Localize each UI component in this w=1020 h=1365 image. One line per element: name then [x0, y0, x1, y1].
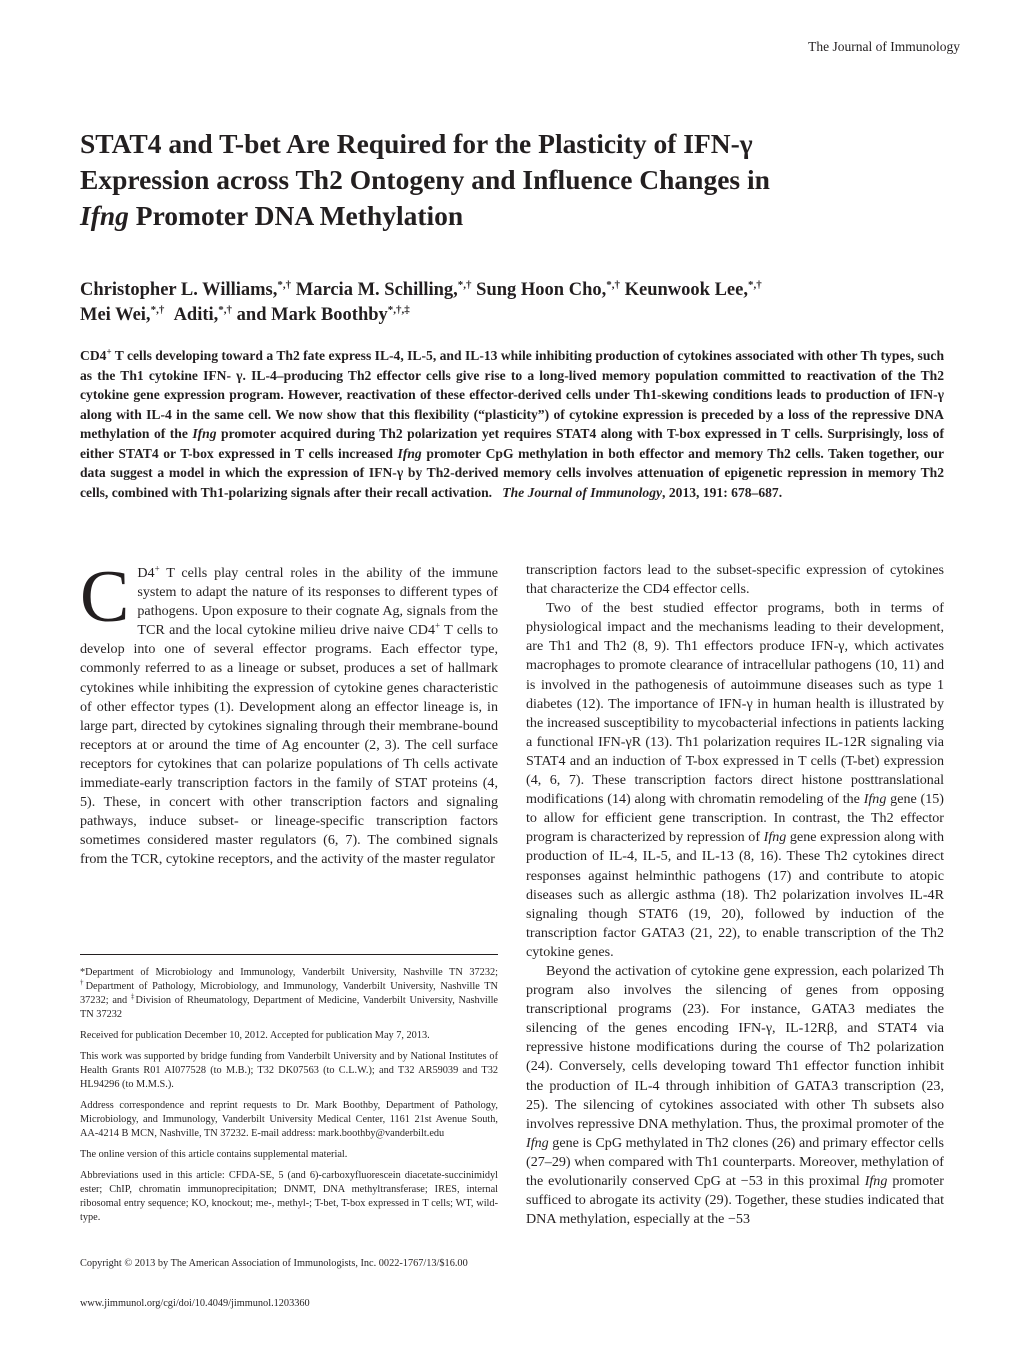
body-paragraph [526, 962, 944, 1229]
author-affiliation-mark: *,† [457, 278, 472, 291]
author-affiliation-mark: *,† [150, 303, 165, 316]
abstract-superscript: + [106, 346, 112, 357]
gene-name: Ifng [864, 1173, 888, 1189]
gene-name: Ifng [763, 829, 787, 846]
author-list [80, 278, 960, 328]
body-text: gene (15) to allow for efficient gene transcription. In contrast, the Th2 effector program is characterized by repression of [526, 791, 944, 846]
copyright-notice: Copyright © 2013 by The American Association of Immunologists, Inc. 0022-1767/13/$16.00 [80, 1258, 468, 1269]
body-paragraph: transcription factors lead to the subset-specific expression of cytokines that characterize the CD4 effector cells. [526, 562, 944, 598]
footnotes [80, 966, 498, 1232]
citation-details: , 2013, 191: 678–687. [662, 484, 783, 500]
title-line-3 [80, 198, 960, 234]
body-paragraph [526, 599, 944, 962]
abstract-text: promoter acquired during Th2 polarization yet requires STAT4 along with T-box expressed in T cells. Surprisingly, loss of either STAT4 or T-box expressed in T cells increased [80, 426, 944, 461]
body-superscript: + [154, 563, 160, 574]
abstract-gene-name: Ifng [192, 426, 217, 441]
abstract-text: CD4 [80, 348, 107, 363]
title-line-3-rest: Promoter DNA Methylation [128, 200, 464, 231]
title-line-1: STAT4 and T-bet Are Required for the Plasticity of IFN-γ [80, 128, 753, 159]
body-text: promoter sufficed to abrogate its activity (29). Together, these studies indicated that DNA methylation, especially at the −53 [526, 1173, 944, 1228]
footnote-correspondence: Address correspondence and reprint requests to Dr. Mark Boothby, Department of Pathology, Microbiology, and Immunology, Vanderbilt University Medical Center, 1161 21st Avenue South, AA-4214 B MCN, Nashville, TN 37232. E-mail address: mark.boothby@vanderbilt.edu [80, 1100, 498, 1139]
footnote-mark: † [80, 978, 86, 987]
title-line-2: Expression across Th2 Ontogeny and Influence Changes in [80, 164, 770, 195]
body-text: D4 [137, 565, 155, 581]
author-affiliation-mark: *,† [277, 278, 292, 291]
body-text: gene expression along with production of IL-4, IL-5, and IL-13 (8, 16). These Th2 cytokines direct responses against helminthic pathogens (17) and contribute to atopic diseases such as allergic asthma (18). Th2 polarization involves IL-4R signaling though STAT6 (19, 20), followed by induction of the transcription factor GATA3 (21, 22), to enable transcription of the Th2 cytokine genes. [526, 829, 944, 960]
doi-link[interactable]: www.jimmunol.org/cgi/doi/10.4049/jimmunol.1203360 [80, 1298, 310, 1309]
author-name: and Mark Boothby [236, 305, 388, 325]
body-text: Beyond the activation of cytokine gene expression, each polarized Th program also involves the silencing of genes from opposing transcriptional programs (23). For instance, GATA3 mediates the silencing of the genes encoding IFN-γ, IL-12Rβ, and STAT4 via repressive histone modifications during the course of Th2 polarization (24). Conversely, cells developing toward Th1 effector function inhibit the production of IL-4 through inhibition of GATA3 transcription (23, 25). The silencing of cytokines associated with other Th subsets also involves repressive DNA methylation. Thus, the proximal promoter of the [526, 962, 944, 1132]
author-name: Sung Hoon Cho, [476, 280, 607, 300]
author-name: Christopher L. Williams, [80, 280, 278, 300]
body-superscript: + [435, 620, 441, 631]
body-text: gene is CpG methylated in Th2 clones (26) and primary effector cells (27–29) when compared with Th1 counterparts. Moreover, methylation of the evolutionarily conserved CpG at −53 in this proximal [526, 1134, 944, 1189]
body-column-right [526, 561, 944, 1229]
author-name: Aditi, [173, 305, 219, 325]
author-affiliation-mark: *,† [747, 278, 762, 291]
footnote-supplemental: The online version of this article contains supplemental material. [80, 1149, 348, 1160]
footnote-text: Department of Pathology, Microbiology, and Immunology, Vanderbilt University, Nashville TN 37232; and [80, 981, 498, 1006]
author-name: Marcia M. Schilling, [295, 280, 458, 300]
footnote-text: *Department of Microbiology and Immunology, Vanderbilt University, Nashville TN 37232; [80, 967, 498, 978]
author-affiliation-mark: *,†,‡ [387, 303, 410, 316]
citation-journal: The Journal of Immunology [502, 484, 663, 500]
article-title [80, 126, 960, 234]
body-text: Two of the best studied effector programs, both in terms of physiological impact and the mechanisms leading to their development, are Th1 and Th2 (8, 9). Th1 effectors produce IFN-γ, which activates macrophages to promote clearance of intracellular pathogens (10, 11) and is involved in the pathogenesis of autoimmune diseases such as type 1 diabetes (12). The importance of IFN-γ in human health is illustrated by the increased susceptibility to mycobacterial infections in patients lacking a functional IFN-γR (13). Th1 polarization requires IL-12R signaling via STAT4 and an induction of T-box expressed in T cells (T-bet) expression (4, 6, 7). These transcription factors direct histone posttranslational modifications (14) along with chromatin remodeling of the [526, 600, 944, 808]
author-name: Mei Wei, [80, 305, 151, 325]
title-gene-name: Ifng [80, 200, 129, 231]
footnote-funding: This work was supported by bridge funding from Vanderbilt University and by National Institutes of Health Grants R01 AI077528 (to M.B.); T32 DK07563 (to C.L.W.); and T32 AR59039 and T32 HL94296 (to M.M.S.). [80, 1051, 498, 1090]
abstract-gene-name: Ifng [397, 445, 422, 461]
author-affiliation-mark: *,† [606, 278, 620, 291]
body-text: T cells to develop into one of several effector programs. Each effector type, commonly referred to as a lineage or subset, produces a set of hallmark cytokines while inhibiting the expression of cytokine genes characteristic of other effector types (1). Development along an effector lineage is, in large part, directed by cytokines signaling through their membrane-bound receptors at or around the time of Ag encounter (2, 3). The cell surface receptors for cytokines that can polarize populations of Th cells activate immediate-early transcription factors in the family of STAT proteins (4, 5). These, in concert with other transcription factors and signaling pathways, induce subset- or lineage-specific transcription factors sometimes considered master regulators (6, 7). The combined signals from the TCR, cytokine receptors, and the activity of the master regulator [80, 622, 498, 868]
author-name: Keunwook Lee, [624, 280, 748, 300]
intro-paragraph [80, 556, 498, 870]
gene-name: Ifng [863, 791, 887, 808]
footnote-divider [80, 954, 498, 955]
drop-cap: C [80, 556, 130, 638]
footnote-abbreviations: Abbreviations used in this article: CFDA-SE, 5 (and 6)-carboxyfluorescein diacetate-succinimidyl ester; ChIP, chromatin immunoprecipitation; DNMT, DNA methyltransferase; IRES, internal ribosomal entry sequence; KO, knockout; me-, methyl-; T-bet, T-box expressed in T cells; WT, wild-type. [80, 1170, 498, 1223]
author-affiliation-mark: *,† [218, 303, 233, 316]
journal-name: The Journal of Immunology [808, 39, 960, 54]
footnote-received: Received for publication December 10, 2012. Accepted for publication May 7, 2013. [80, 1030, 430, 1041]
footnote-text: Division of Rheumatology, Department of Medicine, Vanderbilt University, Nashville TN 37232 [80, 995, 498, 1020]
body-text: T cells play central roles in the ability of the immune system to adapt the nature of its responses to different types of pathogens. Upon exposure to their cognate Ag, signals from the TCR and the local cytokine milieu drive naive CD4 [137, 565, 498, 639]
footnote-affiliations [80, 966, 498, 1022]
abstract [80, 346, 944, 502]
gene-name: Ifng [526, 1134, 549, 1151]
abstract-text: T cells developing toward a Th2 fate express IL-4, IL-5, and IL-13 while inhibiting production of cytokines associated with other Th types, such as the Th1 cytokine IFN- γ. IL-4–producing Th2 effector cells give rise to a long-lived memory population committed to reactivation of the Th2 cytokine gene expression program. However, reactivation of these effector-derived cells under Th1-skewing conditions leads to production of IFN-γ along with IL-4 in the same cell. We now show that this flexibility (“plasticity”) of cytokine expression is preceded by a loss of the repressive DNA methylation of the [80, 348, 944, 441]
footnote-mark: ‡ [130, 992, 136, 1001]
body-column-left [80, 556, 498, 870]
abstract-text: promoter CpG methylation in both effector and memory Th2 cells. Taken together, our data suggest a model in which the expression of IFN-γ by Th2-derived memory cells involves attenuation of epigenetic repression in memory Th2 cells, combined with Th1-polarizing signals after their recall activation. [80, 445, 945, 500]
